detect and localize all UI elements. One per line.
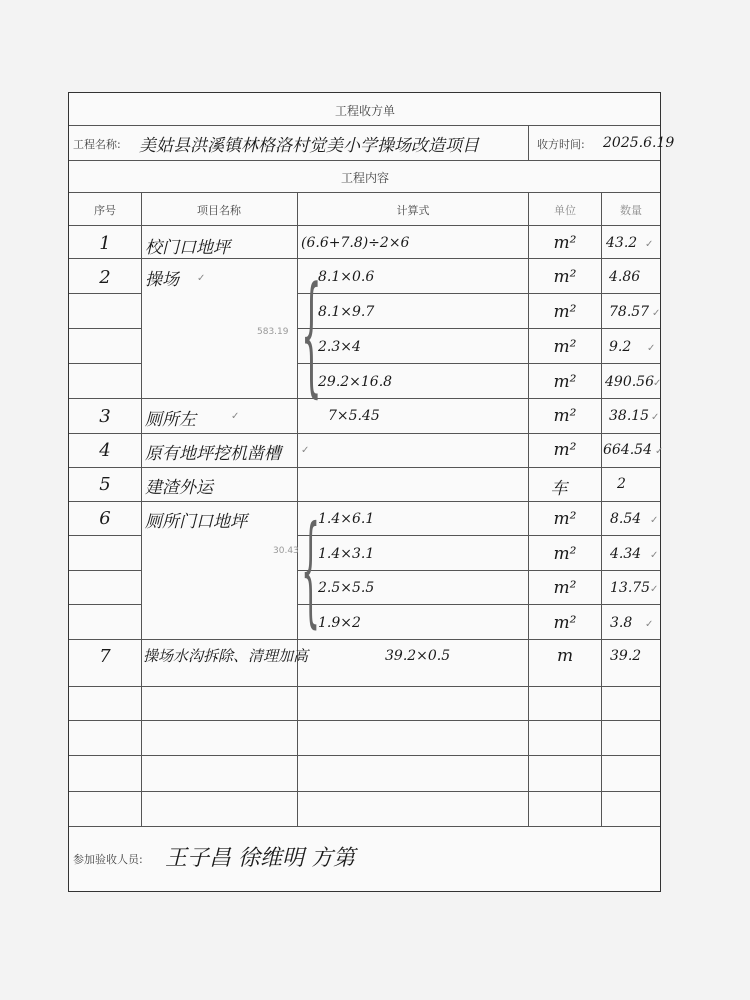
unit: m² <box>553 372 577 392</box>
column-header-unit: 单位 <box>554 204 576 217</box>
column-divider <box>297 192 298 826</box>
unit: m² <box>553 578 577 598</box>
quantity: 39.2 <box>610 648 642 664</box>
row-divider <box>69 225 660 226</box>
item-name: 厕所左 <box>145 410 196 430</box>
row-divider <box>297 604 660 605</box>
item-name: 厕所门口地坪 <box>145 512 247 532</box>
quantity: 13.75 <box>610 580 651 596</box>
column-divider <box>601 192 602 826</box>
column-divider <box>528 125 529 160</box>
checkmark-icon: ✓ <box>653 378 662 389</box>
quantity: 3.8 <box>610 615 633 631</box>
checkmark-icon: ✓ <box>231 411 240 422</box>
column-header-qty: 数量 <box>620 204 642 217</box>
checkmark-icon: ✓ <box>651 412 660 423</box>
item-name: 建渣外运 <box>145 478 213 498</box>
row-divider <box>69 433 660 434</box>
row-divider <box>297 293 660 294</box>
group-brace: { <box>301 258 322 410</box>
row-divider <box>69 363 141 364</box>
checkmark-icon: ✓ <box>197 273 206 284</box>
checkmark-icon: ✓ <box>647 343 656 354</box>
quantity: 43.2 <box>606 235 638 251</box>
row-divider <box>297 535 660 536</box>
row-number: 3 <box>99 406 111 427</box>
row-divider <box>297 363 660 364</box>
subtotal-note: 583.19 <box>257 327 289 337</box>
formula: 8.1×9.7 <box>318 304 375 320</box>
row-divider <box>69 826 660 827</box>
row-number: 7 <box>99 646 111 667</box>
formula: 1.4×3.1 <box>318 546 375 562</box>
formula: 8.1×0.6 <box>318 269 375 285</box>
row-divider <box>69 686 660 687</box>
row-divider <box>297 570 660 571</box>
quantity: 2 <box>617 476 626 492</box>
column-divider <box>141 192 142 826</box>
row-divider <box>69 398 660 399</box>
row-number: 4 <box>99 440 111 461</box>
quantity: 4.86 <box>609 269 641 285</box>
date-value: 2025.6.19 <box>603 135 675 151</box>
item-name: 操场水沟拆除、清理加高 <box>143 647 309 665</box>
row-number: 2 <box>99 267 111 288</box>
checkmark-icon: ✓ <box>650 550 659 561</box>
quantity: 664.54 <box>603 442 652 458</box>
unit: m² <box>553 233 577 253</box>
formula: 39.2×0.5 <box>385 648 451 664</box>
formula: 2.5×5.5 <box>318 580 375 596</box>
checkmark-icon: ✓ <box>652 308 661 319</box>
item-name: 原有地坪挖机凿槽 <box>145 444 281 464</box>
row-divider <box>69 160 660 161</box>
row-divider <box>69 604 141 605</box>
unit: m² <box>553 302 577 322</box>
participant-signatures: 王子昌 徐维明 方第 <box>165 846 355 871</box>
quantity: 38.15 <box>609 408 650 424</box>
row-divider <box>69 791 660 792</box>
unit: m² <box>553 337 577 357</box>
column-header-no: 序号 <box>94 204 116 217</box>
formula: 7×5.45 <box>328 408 380 424</box>
project-label: 工程名称: <box>73 138 121 151</box>
row-divider <box>69 258 660 259</box>
column-divider <box>528 192 529 826</box>
checkmark-icon: ✓ <box>301 445 310 456</box>
formula: 2.3×4 <box>318 339 361 355</box>
unit: m² <box>553 440 577 460</box>
checkmark-icon: ✓ <box>655 446 664 457</box>
row-divider <box>69 328 141 329</box>
row-number: 1 <box>99 233 111 254</box>
quantity: 490.56 <box>605 374 654 390</box>
section-title: 工程内容 <box>340 171 390 185</box>
quantity: 9.2 <box>609 339 632 355</box>
formula: (6.6+7.8)÷2×6 <box>301 235 410 251</box>
quantity: 4.34 <box>610 546 642 562</box>
row-divider <box>69 755 660 756</box>
formula: 1.9×2 <box>318 615 361 631</box>
row-number: 5 <box>99 474 111 495</box>
checkmark-icon: ✓ <box>645 239 654 250</box>
row-divider <box>69 192 660 193</box>
formula: 1.4×6.1 <box>318 511 375 527</box>
column-header-name: 项目名称 <box>197 204 241 217</box>
date-label: 收方时间: <box>537 138 585 151</box>
project-name: 美姑县洪溪镇林格洛村觉美小学操场改造项目 <box>139 136 479 156</box>
row-number: 6 <box>99 508 111 529</box>
group-brace: { <box>301 501 321 640</box>
quantity: 78.57 <box>609 304 650 320</box>
row-divider <box>69 720 660 721</box>
row-divider <box>297 328 660 329</box>
checkmark-icon: ✓ <box>650 515 659 526</box>
row-divider <box>69 570 141 571</box>
form-title: 工程收方单 <box>334 104 396 118</box>
unit: m <box>556 646 574 666</box>
checkmark-icon: ✓ <box>650 584 659 595</box>
item-name: 操场 <box>145 270 179 290</box>
unit: m² <box>553 267 577 287</box>
row-divider <box>69 125 660 126</box>
participants-label: 参加验收人员: <box>73 853 143 866</box>
row-divider <box>69 639 660 640</box>
column-header-formula: 计算式 <box>396 204 430 217</box>
checkmark-icon: ✓ <box>645 619 654 630</box>
row-divider <box>69 501 660 502</box>
unit: m² <box>553 544 577 564</box>
formula: 29.2×16.8 <box>318 374 393 390</box>
unit: m² <box>553 613 577 633</box>
subtotal-note: 30.43 <box>273 546 299 556</box>
row-divider <box>69 535 141 536</box>
acceptance-form <box>68 92 675 892</box>
row-divider <box>69 293 141 294</box>
unit: 车 <box>550 479 568 499</box>
quantity: 8.54 <box>610 511 642 527</box>
unit: m² <box>553 509 577 529</box>
unit: m² <box>553 406 577 426</box>
item-name: 校门口地坪 <box>145 238 230 258</box>
row-divider <box>69 467 660 468</box>
